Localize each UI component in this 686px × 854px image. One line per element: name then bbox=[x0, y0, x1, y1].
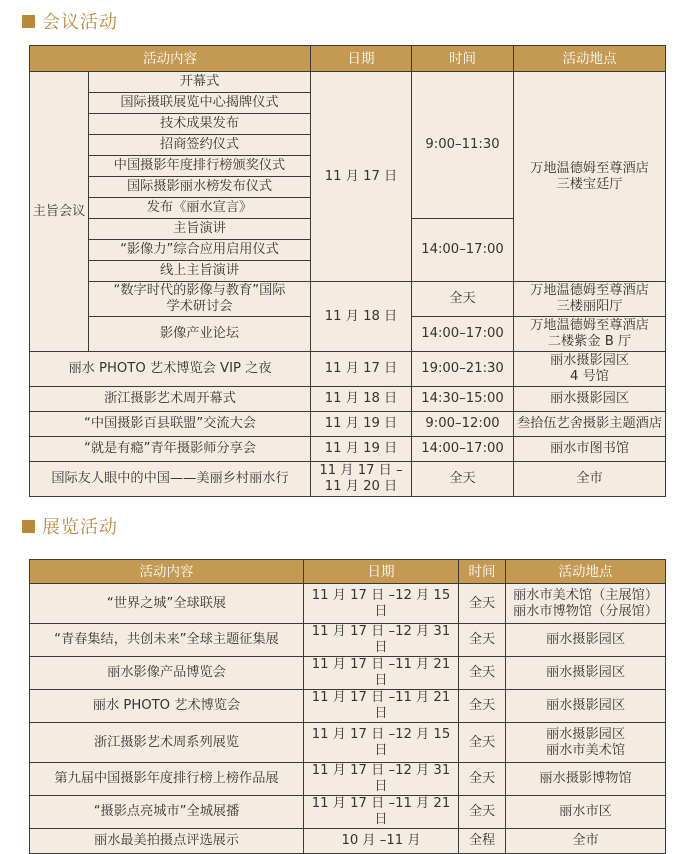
venue-cell bbox=[514, 437, 666, 462]
time-cell: 全天 bbox=[459, 690, 506, 723]
venue-cell bbox=[506, 690, 666, 723]
exhibitions-header-row bbox=[30, 560, 666, 584]
date-cell bbox=[311, 437, 412, 462]
table-row bbox=[30, 437, 666, 462]
list-item: “影像力”综合应用启用仪式 bbox=[89, 240, 311, 261]
date-cell bbox=[311, 352, 412, 387]
date-cell-line: 11 月 20 日 bbox=[324, 479, 398, 494]
time-cell: 9:00–11:30 bbox=[412, 72, 514, 219]
date-cell: 11 月 17 日 –12 月 15 日 bbox=[304, 584, 459, 624]
meetings-table bbox=[29, 45, 666, 497]
venue-cell-line: 全市 bbox=[576, 471, 603, 486]
table-row bbox=[30, 723, 666, 763]
activity-cell: 浙江摄影艺术周系列展览 bbox=[30, 723, 304, 763]
activity-cell: “青春集结，共创未来”全球主题征集展 bbox=[30, 624, 304, 657]
date-cell: 11 月 17 日 –12 月 31 日 bbox=[304, 624, 459, 657]
venue-cell-line: 丽水市区 bbox=[559, 804, 612, 819]
venue-line: 万地温德姆至尊酒店 bbox=[530, 283, 649, 298]
time-cell: 14:30–15:00 bbox=[412, 387, 514, 412]
time-cell: 全天 bbox=[459, 657, 506, 690]
meetings-section-title bbox=[22, 8, 118, 34]
table-row bbox=[30, 584, 666, 624]
table-row bbox=[30, 829, 666, 854]
header-time: 时间 bbox=[412, 46, 514, 72]
venue-cell-line: 丽水摄影园区 bbox=[545, 698, 626, 713]
time-cell: 全天 bbox=[459, 624, 506, 657]
table-row bbox=[30, 352, 666, 387]
time-cell: 14:00–17:00 bbox=[412, 219, 514, 282]
venue-cell bbox=[506, 723, 666, 763]
activity-cell: 第九届中国摄影年度排行榜上榜作品展 bbox=[30, 763, 304, 796]
time-cell: 14:00–17:00 bbox=[412, 317, 514, 352]
time-cell: 全天 bbox=[412, 282, 514, 317]
time-cell: 全天 bbox=[459, 763, 506, 796]
list-item: 中国摄影年度排行榜颁奖仪式 bbox=[89, 156, 311, 177]
activity-cell: 丽水 PHOTO 艺术博览会 VIP 之夜 bbox=[30, 352, 311, 387]
header-time: 时间 bbox=[459, 560, 506, 584]
date-cell: 11 月 17 日 –11 月 21 日 bbox=[304, 796, 459, 829]
venue-cell-line: 丽水市博物馆（分展馆） bbox=[512, 603, 659, 619]
venue-cell-line: 叁拾伍艺舍摄影主题酒店 bbox=[516, 416, 663, 431]
activity-cell: 丽水最美拍摄点评选展示 bbox=[30, 829, 304, 854]
time-cell: 全天 bbox=[459, 584, 506, 624]
venue-cell-line: 丽水摄影园区 bbox=[549, 353, 630, 368]
date-cell: 10 月 –11 月 bbox=[304, 829, 459, 854]
venue-line: 三楼丽阳厅 bbox=[556, 299, 623, 314]
date-cell-line: 11 月 19 日 bbox=[324, 416, 398, 431]
list-item: 招商签约仪式 bbox=[89, 135, 311, 156]
list-item-line: 学术研讨会 bbox=[166, 299, 233, 314]
venue-cell bbox=[514, 462, 666, 497]
time-cell: 9:00–12:00 bbox=[412, 412, 514, 437]
list-item: 国际摄联展览中心揭牌仪式 bbox=[89, 93, 311, 114]
exhibitions-section-title bbox=[22, 513, 118, 539]
list-item: 发布《丽水宣言》 bbox=[89, 198, 311, 219]
list-item: 主旨演讲 bbox=[89, 219, 311, 240]
date-cell bbox=[311, 462, 412, 497]
table-row bbox=[30, 624, 666, 657]
date-cell-line: 11 月 17 日 bbox=[324, 361, 398, 376]
list-item bbox=[89, 282, 311, 317]
table-row bbox=[30, 796, 666, 829]
venue-line: 三楼宝廷厅 bbox=[556, 176, 623, 192]
activity-cell: “摄影点亮城市”全城展播 bbox=[30, 796, 304, 829]
venue-cell-line: 丽水市图书馆 bbox=[549, 441, 630, 456]
venue-cell-line: 丽水摄影园区 bbox=[545, 665, 626, 680]
time-cell: 全天 bbox=[412, 462, 514, 497]
header-venue: 活动地点 bbox=[506, 560, 666, 584]
venue-cell-line: 丽水市美术馆（主展馆） bbox=[512, 587, 659, 603]
table-row bbox=[30, 412, 666, 437]
venue-cell bbox=[514, 387, 666, 412]
category-cell: 主旨会议 bbox=[30, 72, 89, 352]
date-cell bbox=[311, 387, 412, 412]
venue-cell bbox=[506, 796, 666, 829]
venue-cell-line: 丽水市美术馆 bbox=[545, 742, 626, 758]
venue-cell bbox=[514, 282, 666, 317]
venue-cell-line: 丽水摄影园区 bbox=[545, 726, 626, 742]
venue-cell bbox=[506, 829, 666, 854]
venue-cell bbox=[506, 657, 666, 690]
activity-cell: “世界之城”全球联展 bbox=[30, 584, 304, 624]
table-row bbox=[30, 763, 666, 796]
list-item: 国际摄影丽水榜发布仪式 bbox=[89, 177, 311, 198]
activity-cell: 丽水影像产品博览会 bbox=[30, 657, 304, 690]
venue-cell bbox=[514, 412, 666, 437]
date-cell-line: 11 月 18 日 bbox=[324, 391, 398, 406]
venue-cell-line: 4 号馆 bbox=[570, 369, 609, 384]
activity-cell: 丽水 PHOTO 艺术博览会 bbox=[30, 690, 304, 723]
venue-cell bbox=[514, 352, 666, 387]
activity-cell: 国际友人眼中的中国——美丽乡村丽水行 bbox=[30, 462, 311, 497]
square-bullet-icon bbox=[22, 15, 35, 28]
time-cell: 全天 bbox=[459, 796, 506, 829]
exhibitions-table bbox=[29, 559, 666, 854]
activity-cell: 浙江摄影艺术周开幕式 bbox=[30, 387, 311, 412]
date-cell: 11 月 17 日 –12 月 15 日 bbox=[304, 723, 459, 763]
meetings-header-row bbox=[30, 46, 666, 72]
square-bullet-icon bbox=[22, 520, 35, 533]
date-cell bbox=[311, 412, 412, 437]
list-item: 影像产业论坛 bbox=[89, 317, 311, 352]
time-cell: 19:00–21:30 bbox=[412, 352, 514, 387]
date-cell: 11 月 17 日 –11 月 21 日 bbox=[304, 657, 459, 690]
date-cell: 11 月 17 日 –12 月 31 日 bbox=[304, 763, 459, 796]
venue-cell-line: 丽水摄影博物馆 bbox=[539, 771, 632, 786]
date-cell: 11 月 17 日 –11 月 21 日 bbox=[304, 690, 459, 723]
header-date: 日期 bbox=[311, 46, 412, 72]
venue-line: 万地温德姆至尊酒店 bbox=[530, 160, 649, 176]
venue-cell bbox=[514, 317, 666, 352]
header-venue: 活动地点 bbox=[514, 46, 666, 72]
list-item-line: “数字时代的影像与教育”国际 bbox=[113, 283, 286, 298]
table-row bbox=[30, 690, 666, 723]
date-cell: 11 月 18 日 bbox=[311, 282, 412, 352]
list-item: 开幕式 bbox=[89, 72, 311, 93]
venue-line: 万地温德姆至尊酒店 bbox=[530, 318, 649, 333]
venue-cell bbox=[506, 584, 666, 624]
venue-cell-line: 丽水摄影园区 bbox=[545, 632, 626, 647]
activity-cell: “中国摄影百县联盟”交流大会 bbox=[30, 412, 311, 437]
list-item: 技术成果发布 bbox=[89, 114, 311, 135]
date-cell: 11 月 17 日 bbox=[311, 72, 412, 282]
header-content: 活动内容 bbox=[30, 46, 311, 72]
table-row bbox=[30, 387, 666, 412]
time-cell: 14:00–17:00 bbox=[412, 437, 514, 462]
venue-cell-line: 全市 bbox=[572, 833, 599, 848]
exhibitions-title: 展览活动 bbox=[42, 517, 118, 538]
venue-line: 二楼紫金 B 厅 bbox=[547, 334, 632, 349]
time-cell: 全天 bbox=[459, 723, 506, 763]
venue-cell bbox=[506, 624, 666, 657]
venue-cell bbox=[514, 72, 666, 282]
activity-cell: “就是有瘾”青年摄影师分享会 bbox=[30, 437, 311, 462]
table-row bbox=[30, 462, 666, 497]
table-row bbox=[30, 657, 666, 690]
time-cell: 全程 bbox=[459, 829, 506, 854]
date-cell-line: 11 月 19 日 bbox=[324, 441, 398, 456]
list-item: 线上主旨演讲 bbox=[89, 261, 311, 282]
header-date: 日期 bbox=[304, 560, 459, 584]
date-cell-line: 11 月 17 日 – bbox=[319, 463, 403, 478]
header-content: 活动内容 bbox=[30, 560, 304, 584]
meetings-title: 会议活动 bbox=[42, 12, 118, 33]
venue-cell-line: 丽水摄影园区 bbox=[549, 391, 630, 406]
venue-cell bbox=[506, 763, 666, 796]
